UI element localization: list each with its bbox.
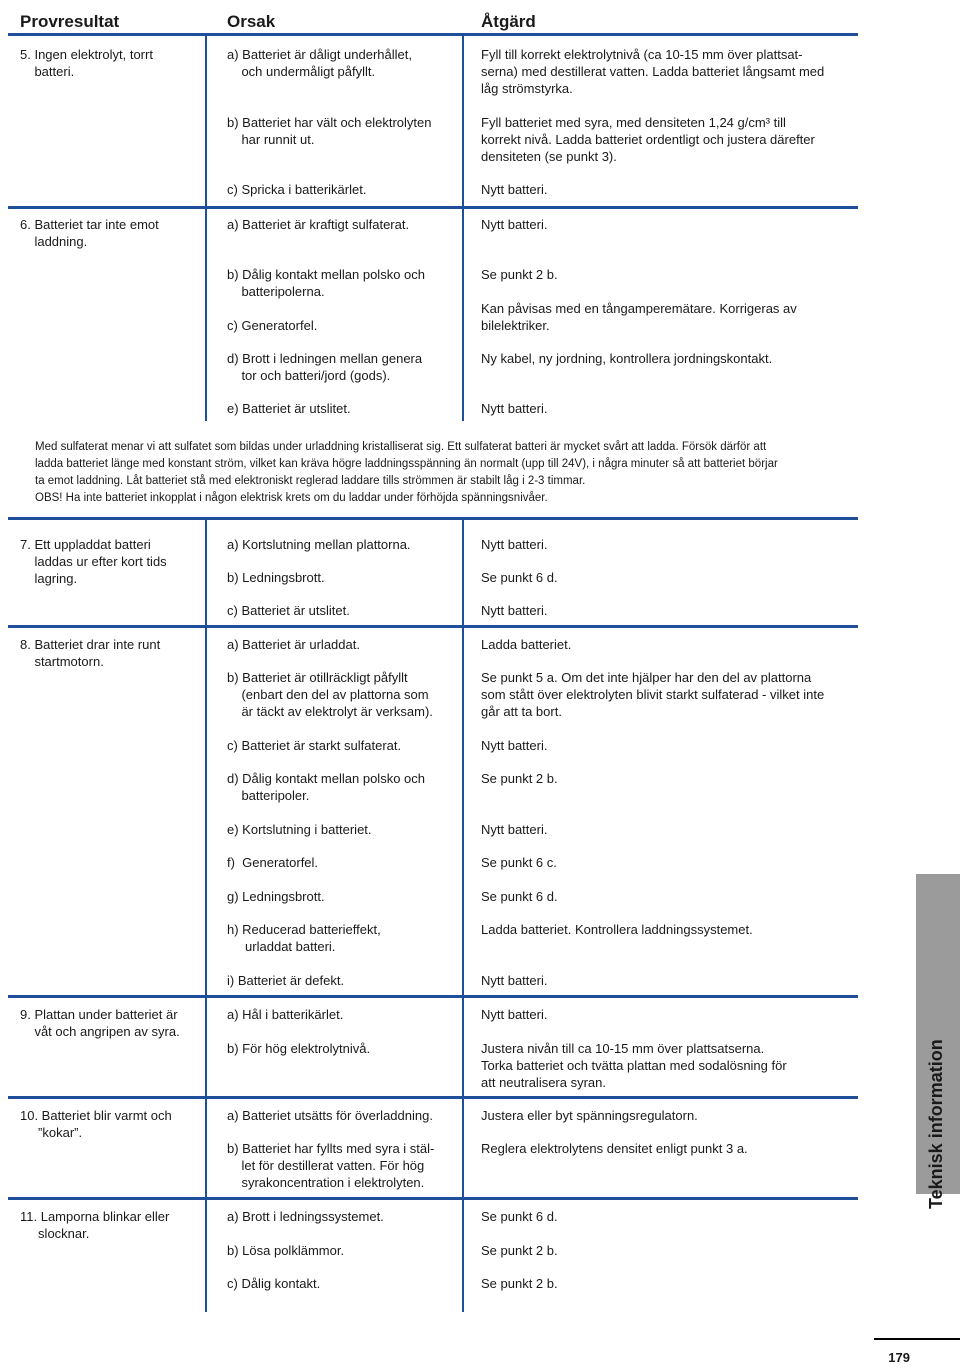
cause-10b: b) Batteriet har fyllts med syra i stäl- let för destillerat vatten. För hög syrakoncentration i elektrolyten. (227, 1141, 435, 1190)
action-9a: Nytt batteri. (481, 1007, 548, 1022)
action-6e: Nytt batteri. (481, 401, 548, 416)
cause-11b: b) Lösa polklämmor. (227, 1243, 345, 1258)
cause-7c: c) Batteriet är utslitet. (227, 603, 350, 618)
action-8b: Se punkt 5 a. Om det inte hjälper har den del av plattorna som stått över elektrolyten blivit starkt sulfaterad - vilket inte går att ta bort. (481, 670, 825, 719)
cause-8c: c) Batteriet är starkt sulfaterat. (227, 738, 402, 753)
cause-8d: d) Dålig kontakt mellan polsko och batteripoler. (227, 771, 425, 803)
header-rule (8, 33, 858, 36)
page-number: 179 (888, 1350, 910, 1365)
action-9b: Justera nivån till ca 10-15 mm över plattsatserna. Torka batteriet och tvätta plattan med sodalösning för att neutralisera syran. (481, 1041, 787, 1090)
cause-5b: b) Batteriet har vält och elektrolyten har runnit ut. (227, 115, 432, 147)
action-5b: Fyll batteriet med syra, med densiteten 1,24 g/cm³ till korrekt nivå. Ladda batteriet ordentligt och justera därefter densiteten (se punkt 3). (481, 115, 815, 164)
column-divider (205, 36, 207, 421)
action-8d: Se punkt 2 b. (481, 771, 558, 786)
action-8e: Nytt batteri. (481, 822, 548, 837)
action-8i: Nytt batteri. (481, 973, 548, 988)
action-8f: Se punkt 6 c. (481, 855, 557, 870)
note-line: ta emot laddning. Låt batteriet stå med elektroniskt reglerad laddare tills strömmen är stabilt låg i 2-3 timmar. (35, 475, 586, 487)
action-11c: Se punkt 2 b. (481, 1276, 558, 1291)
cause-6d: d) Brott i ledningen mellan genera tor och batteri/jord (gods). (227, 351, 423, 383)
row-rule (8, 1096, 858, 1099)
action-5c: Nytt batteri. (481, 182, 548, 197)
column-divider (462, 520, 464, 1312)
note-line: OBS! Ha inte batteriet inkopplat i någon elektrisk krets om du laddar under förhöjda spänningsnivåer. (35, 492, 548, 504)
action-8g: Se punkt 6 d. (481, 889, 558, 904)
cause-8f: f) Generatorfel. (227, 855, 319, 870)
cause-7b: b) Ledningsbrott. (227, 570, 325, 585)
action-6a: Nytt batteri. (481, 217, 548, 232)
action-7b: Se punkt 6 d. (481, 570, 558, 585)
problem-9: 9. Plattan under batteriet är våt och angripen av syra. (20, 1007, 180, 1039)
column-divider (205, 520, 207, 1312)
action-5a: Fyll till korrekt elektrolytnivå (ca 10-15 mm över plattsat- serna) med destillerat vatten. Ladda batteriet långsamt med låg strömstyrka. (481, 47, 825, 96)
action-10b: Reglera elektrolytens densitet enligt punkt 3 a. (481, 1141, 748, 1156)
cause-6b: b) Dålig kontakt mellan polsko och batteripolerna. (227, 267, 425, 299)
note-line: ladda batteriet länge med konstant ström, vilket kan kräva högre laddningsspänning än normalt (upp till 24V), i några minuter så att batteriet börjar (35, 458, 778, 470)
cause-5a: a) Batteriet är dåligt underhållet, och undermåligt påfyllt. (227, 47, 412, 79)
problem-8: 8. Batteriet drar inte runt startmotorn. (20, 637, 161, 669)
note-line: Med sulfaterat menar vi att sulfatet som bildas under urladdning kristalliserat sig. Ett sulfaterat batteri är mycket svårt att ladda. Försök därför att (35, 441, 767, 453)
row-rule (8, 995, 858, 998)
cause-9b: b) För hög elektrolytnivå. (227, 1041, 371, 1056)
column-header-provresultat: Provresultat (20, 12, 120, 31)
column-header-atgard: Åtgärd (481, 12, 536, 31)
problem-5: 5. Ingen elektrolyt, torrt batteri. (20, 47, 153, 79)
action-7c: Nytt batteri. (481, 603, 548, 618)
section-tab-label: Teknisk information (926, 1039, 946, 1209)
cause-8h: h) Reducerad batterieffekt, urladdat batteri. (227, 922, 381, 954)
page-number-rule (874, 1338, 960, 1370)
cause-8g: g) Ledningsbrott. (227, 889, 325, 904)
problem-7: 7. Ett uppladdat batteri laddas ur efter kort tids lagring. (20, 537, 167, 586)
cause-11c: c) Dålig kontakt. (227, 1276, 321, 1291)
cause-10a: a) Batteriet utsätts för överladdning. (227, 1108, 433, 1123)
cause-5c: c) Spricka i batterikärlet. (227, 182, 367, 197)
cause-11a: a) Brott i ledningssystemet. (227, 1209, 384, 1224)
action-6d: Ny kabel, ny jordning, kontrollera jordningskontakt. (481, 351, 773, 366)
row-rule (8, 625, 858, 628)
sulfation-note (35, 439, 855, 507)
cause-8i: i) Batteriet är defekt. (227, 973, 345, 988)
action-8c: Nytt batteri. (481, 738, 548, 753)
action-6c: Kan påvisas med en tångamperemätare. Korrigeras av bilelektriker. (481, 301, 797, 333)
action-7a: Nytt batteri. (481, 537, 548, 552)
cause-7a: a) Kortslutning mellan plattorna. (227, 537, 411, 552)
cause-9a: a) Hål i batterikärlet. (227, 1007, 344, 1022)
cause-6e: e) Batteriet är utslitet. (227, 401, 351, 416)
action-10a: Justera eller byt spänningsregulatorn. (481, 1108, 698, 1123)
problem-11: 11. Lamporna blinkar eller slocknar. (20, 1209, 170, 1241)
row-rule (8, 206, 858, 209)
cause-8b: b) Batteriet är otillräckligt påfyllt (enbart den del av plattorna som är täckt av elektrolyt är verksam). (227, 670, 433, 719)
cause-8a: a) Batteriet är urladdat. (227, 637, 360, 652)
action-8a: Ladda batteriet. (481, 637, 572, 652)
action-11a: Se punkt 6 d. (481, 1209, 558, 1224)
column-header-orsak: Orsak (227, 12, 276, 31)
action-11b: Se punkt 2 b. (481, 1243, 558, 1258)
action-8h: Ladda batteriet. Kontrollera laddningssystemet. (481, 922, 753, 937)
problem-10: 10. Batteriet blir varmt och ”kokar”. (20, 1108, 172, 1140)
row-rule (8, 1197, 858, 1200)
section-rule (8, 517, 858, 520)
column-divider (462, 36, 464, 421)
cause-8e: e) Kortslutning i batteriet. (227, 822, 372, 837)
cause-6c: c) Generatorfel. (227, 318, 318, 333)
cause-6a: a) Batteriet är kraftigt sulfaterat. (227, 217, 410, 232)
action-6b: Se punkt 2 b. (481, 267, 558, 282)
problem-6: 6. Batteriet tar inte emot laddning. (20, 217, 159, 249)
